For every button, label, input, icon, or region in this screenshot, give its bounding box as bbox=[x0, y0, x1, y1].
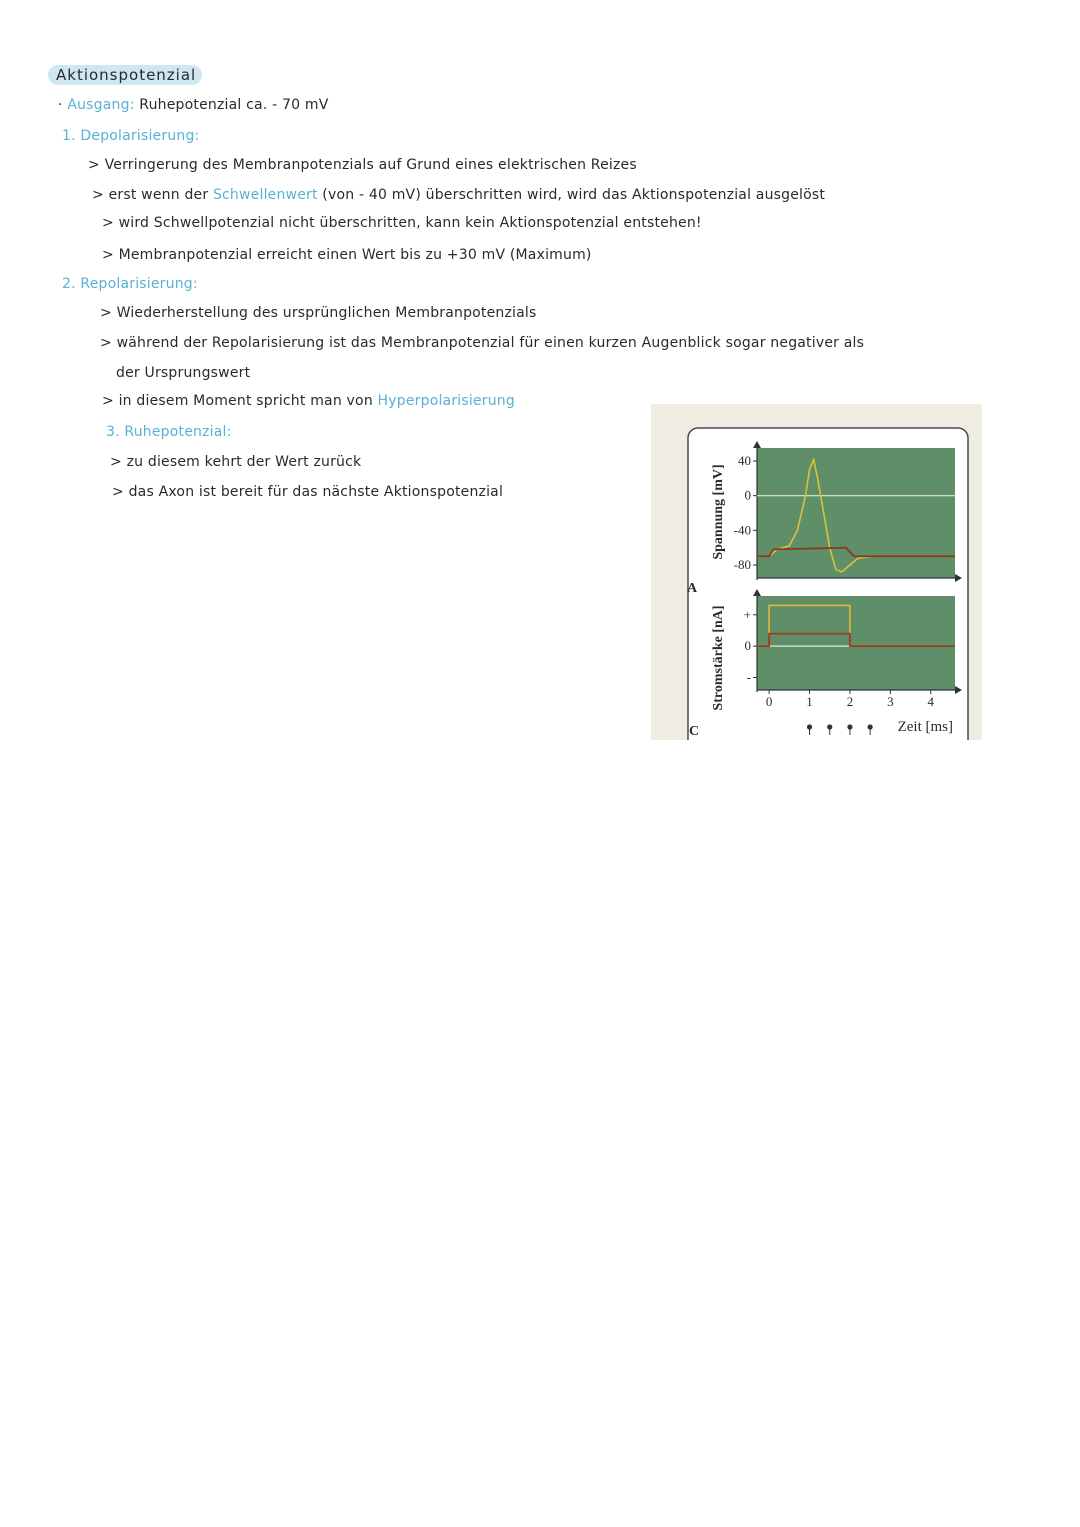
title-highlight: Aktionspotenzial bbox=[48, 65, 202, 85]
bullet: · bbox=[58, 97, 63, 113]
x-tick-label: 1 bbox=[806, 694, 813, 709]
y-tick-label: 0 bbox=[744, 487, 751, 503]
current-axis-label: Stromstärke [nA] bbox=[711, 605, 726, 711]
time-axis-label: Zeit [ms] bbox=[897, 719, 953, 735]
panel-letter-a: A bbox=[687, 581, 698, 596]
electrode-pin-head bbox=[827, 724, 832, 729]
depol-line-1: > Verringerung des Membranpotenzials auf Grund eines elektrischen Reizes bbox=[88, 157, 637, 173]
ausgang-line bbox=[58, 97, 328, 113]
schwellenwert-term: Schwellenwert bbox=[212, 187, 318, 203]
ausgang-text: Ruhepotenzial ca. - 70 mV bbox=[139, 97, 329, 113]
depol-line-4: > Membranpotenzial erreicht einen Wert bis zu +30 mV (Maximum) bbox=[102, 247, 592, 263]
electrode-pin-head bbox=[847, 724, 852, 729]
y-tick-label: + bbox=[743, 606, 751, 622]
repol-line-4-a: > in diesem Moment spricht man von bbox=[102, 393, 378, 409]
repol-heading: 2. Repolarisierung: bbox=[62, 276, 198, 292]
x-tick-label: 2 bbox=[846, 694, 854, 709]
ruhe-heading: 3. Ruhepotenzial: bbox=[106, 424, 232, 440]
repol-line-1: > Wiederherstellung des ursprünglichen Membranpotenzials bbox=[100, 305, 537, 321]
y-tick-label: -80 bbox=[733, 557, 751, 572]
depol-line-2 bbox=[92, 187, 825, 203]
depol-line-2-c: (von - 40 mV) überschritten wird, wird das Aktionspotenzial ausgelöst bbox=[317, 187, 826, 203]
y-tick-label: -40 bbox=[733, 522, 751, 538]
ruhe-line-2: > das Axon ist bereit für das nächste Aktionspotenzial bbox=[112, 484, 504, 500]
depol-line-3: > wird Schwellpotenzial nicht überschritten, kann kein Aktionspotenzial entstehen! bbox=[102, 215, 702, 231]
page-title bbox=[48, 66, 202, 84]
plot-bg-voltage bbox=[757, 448, 955, 578]
repol-line-2: > während der Repolarisierung ist das Membranpotenzial für einen kurzen Augenblick sogar negativer als bbox=[100, 335, 865, 351]
depol-heading: 1. Depolarisierung: bbox=[62, 128, 200, 144]
x-tick-label: 3 bbox=[887, 694, 894, 709]
x-tick-label: 0 bbox=[765, 694, 773, 709]
action-potential-figure bbox=[651, 404, 982, 740]
panel-letter-c: C bbox=[689, 724, 700, 739]
electrode-pin-head bbox=[807, 724, 812, 729]
plot-bg-current bbox=[757, 596, 955, 690]
repol-line-3: der Ursprungswert bbox=[116, 365, 251, 381]
repol-line-4 bbox=[102, 393, 515, 409]
electrode-pin-head bbox=[868, 724, 873, 729]
y-tick-label: 40 bbox=[738, 453, 751, 468]
voltage-axis-label: Spannung [mV] bbox=[711, 464, 726, 560]
ausgang-label: Ausgang: bbox=[67, 97, 135, 113]
x-tick-label: 4 bbox=[927, 694, 935, 709]
y-tick-label: - bbox=[746, 669, 751, 685]
hyperpolarisierung-term: Hyperpolarisierung bbox=[377, 393, 515, 409]
y-tick-label: 0 bbox=[744, 638, 751, 654]
ruhe-line-1: > zu diesem kehrt der Wert zurück bbox=[110, 454, 362, 470]
figure-svg bbox=[651, 404, 982, 740]
depol-line-2-a: > erst wenn der bbox=[92, 187, 213, 203]
